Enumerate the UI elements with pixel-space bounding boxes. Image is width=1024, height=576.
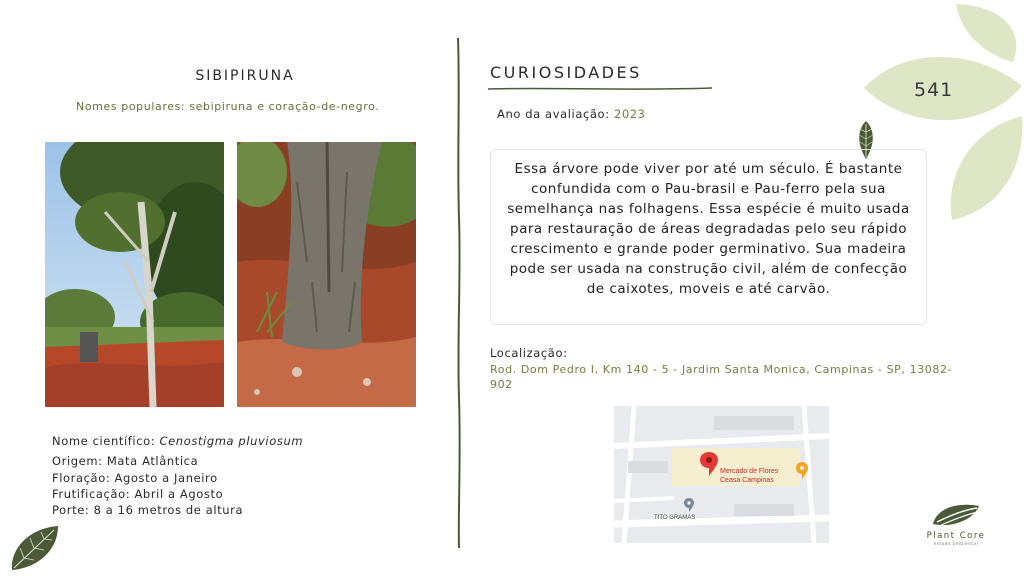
map-place-line1: Mercado de Flores — [720, 468, 779, 475]
tree-photo-trunk — [237, 142, 416, 407]
popular-names: Nomes populares: sebipiruna e coração-de-negro. — [76, 100, 380, 113]
vertical-divider — [452, 38, 466, 548]
brand-tagline: estudo ambiental — [933, 541, 979, 546]
location-map[interactable] — [614, 406, 829, 543]
location-address: Rod. Dom Pedro I, Km 140 - 5 - Jardim Santa Monica, Campinas - SP, 13082-902 — [490, 363, 953, 391]
curiosities-text: Essa árvore pode viver por até um século. É bastante confundida com o Pau-brasil e Pau-ferro pela sua semelhança nas folhagens. Essa espécie é muito usada para restauração de áreas degradadas pelo seu rápido crescimento e grande poder germinativo. Sua madeira pode ser usada na construção civil, além de confecção de caixotes, moveis e até carvão. — [490, 149, 927, 325]
size: Porte: 8 a 16 metros de altura — [52, 503, 244, 517]
brand-logo — [920, 500, 992, 546]
title-underline — [488, 86, 712, 92]
scientific-name-label: Nome científico: — [52, 434, 160, 448]
evaluation-year-value: 2023 — [613, 107, 646, 121]
brand-logo-icon — [929, 500, 983, 530]
tree-photo-full — [45, 142, 224, 407]
curiosities-title: CURIOSIDADES — [490, 63, 642, 82]
scientific-name — [52, 434, 303, 448]
location-label: Localização: — [490, 346, 568, 360]
brand-name: Plant Core — [926, 531, 986, 541]
evaluation-year — [497, 107, 646, 121]
leaf-decoration-bottom-left — [8, 522, 62, 572]
flowering: Floração: Agosto a Janeiro — [52, 471, 218, 485]
map-poi-label: TITO GRAMAS — [654, 515, 696, 521]
fruiting: Frutificação: Abril a Agosto — [52, 487, 224, 501]
map-place-line2: Ceasa Campinas — [720, 477, 774, 484]
origin: Origem: Mata Atlântica — [52, 454, 199, 468]
tree-name-title: SIBIPIRUNA — [195, 68, 295, 84]
scientific-name-value: Cenostigma pluviosum — [159, 434, 304, 448]
sheet-number: 541 — [914, 79, 954, 101]
evaluation-year-label: Ano da avaliação: — [497, 107, 614, 121]
